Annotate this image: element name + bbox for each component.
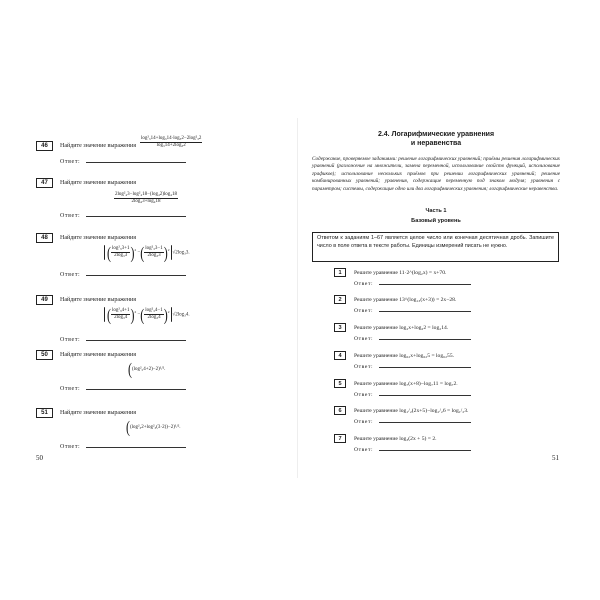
section-title: 2.4. Логарифмические уравнения	[377, 131, 495, 138]
problem-formula: $\frac{\text{2log²₄3−log²₄18−(log₄2)log₄18}}{\text{2log₄3+log₄18}}$	[115, 192, 177, 204]
answer-field[interactable]: Ответ:	[60, 335, 186, 344]
instruction-box: Ответом к заданиям 1–67 является целое число или конечная десятичная дробь. Запишите число в поле ответа в тексте работы. Единицы измерений писать не нужно.	[312, 232, 559, 262]
problem-prompt: Найдите значение выражения	[60, 180, 136, 186]
page-number-right: 51	[552, 454, 559, 462]
problem-prompt: Найдите значение выражения	[60, 297, 136, 303]
task-text: Решите уравнение 13^(log₁₃(x+3)) = 2x−28.	[354, 297, 457, 303]
page-fold	[297, 118, 298, 478]
problem-formula: ( $\frac{\text{log²₃4+1}}{\text{2log₃4}}$ )$^2$ −( $\frac{\text{log²₃4−1}}{\text{2log₃4}}$ )$^2$√2log₃4.	[104, 307, 190, 322]
answer-field[interactable]: Ответ:	[60, 270, 186, 279]
problem-number: 51	[36, 408, 53, 418]
problem-number: 49	[36, 295, 53, 305]
problem-number: 46	[36, 141, 53, 151]
content-description: Содержание, проверяемое заданиями: решение логарифмических уравнений; приёмы решения логарифмических уравнений (разложение на множители, замена переменной, использование свойств функций, использование графиков); использование нескольких приёмов при решении логарифмических уравнений; решение комбинированных уравнений; уравнения, содержащие переменную под знаком модуля; уравнения с параметром; системы, содержащие одно или два логарифмических уравнения; логарифмические неравенства.	[312, 156, 560, 192]
task-number: 2	[334, 295, 346, 304]
answer-field[interactable]: Ответ:	[354, 445, 471, 454]
task-text: Решите уравнение 11·2^(log₂x) = x+70.	[354, 270, 447, 276]
answer-field[interactable]: Ответ:	[354, 417, 471, 426]
problem-prompt: Найдите значение выражения	[60, 143, 136, 149]
section-title-cont: и неравенства	[410, 140, 462, 147]
answer-field[interactable]: Ответ:	[354, 390, 471, 399]
task-number: 4	[334, 351, 346, 360]
page-number-left: 50	[36, 454, 43, 462]
task-text: Решите уравнение log₇(x+8)−log₇11 = log₇2.	[354, 381, 458, 387]
task-text: Решите уравнение log₆₂x+log₆₂5 = log₆₂55.	[354, 353, 455, 359]
answer-field[interactable]: Ответ:	[60, 384, 186, 393]
problem-formula: $\frac{\text{log²₃14+log₃14·log₃2−2log²₃2}}{\text{log₃14+2log₃2}}$	[141, 136, 202, 148]
answer-field[interactable]: Ответ:	[60, 442, 186, 451]
answer-field[interactable]: Ответ:	[60, 157, 186, 166]
problem-prompt: Найдите значение выражения	[60, 235, 136, 241]
answer-field[interactable]: Ответ:	[354, 362, 471, 371]
problem-formula: ((log²₅4+2)−2)¹/².	[128, 359, 166, 379]
task-text: Решите уравнение log₁/₂(2x+5)−log₁/₂6 = log₁/₂3.	[354, 408, 469, 414]
task-number: 5	[334, 379, 346, 388]
problem-number: 47	[36, 178, 53, 188]
part-title: Часть 1	[425, 208, 447, 214]
problem-number: 48	[36, 233, 53, 243]
answer-field[interactable]: Ответ:	[354, 334, 471, 343]
task-number: 6	[334, 406, 346, 415]
answer-field[interactable]: Ответ:	[60, 211, 186, 220]
task-number: 3	[334, 323, 346, 332]
problem-prompt: Найдите значение выражения	[60, 410, 136, 416]
answer-field[interactable]: Ответ:	[354, 306, 471, 315]
task-text: Решите уравнение log₂x+log₂2 = log₂14.	[354, 325, 449, 331]
problem-prompt: Найдите значение выражения	[60, 352, 136, 358]
task-number: 7	[334, 434, 346, 443]
problem-formula: ( $\frac{\text{log²₃3+1}}{\text{2log₃3}}$ )$^2$ −( $\frac{\text{log²₃3−1}}{\text{2log₃3}}$ )$^2$√2log₃3.	[104, 245, 190, 260]
task-text: Решите уравнение log₃(2x + 5) = 2.	[354, 436, 437, 442]
task-number: 1	[334, 268, 346, 277]
problem-number: 50	[36, 350, 53, 360]
answer-field[interactable]: Ответ:	[354, 279, 471, 288]
problem-formula: ((log²₃2+log²₃(3·2))−2)¹/².	[126, 417, 181, 437]
level-title: Базовый уровень	[411, 218, 461, 224]
